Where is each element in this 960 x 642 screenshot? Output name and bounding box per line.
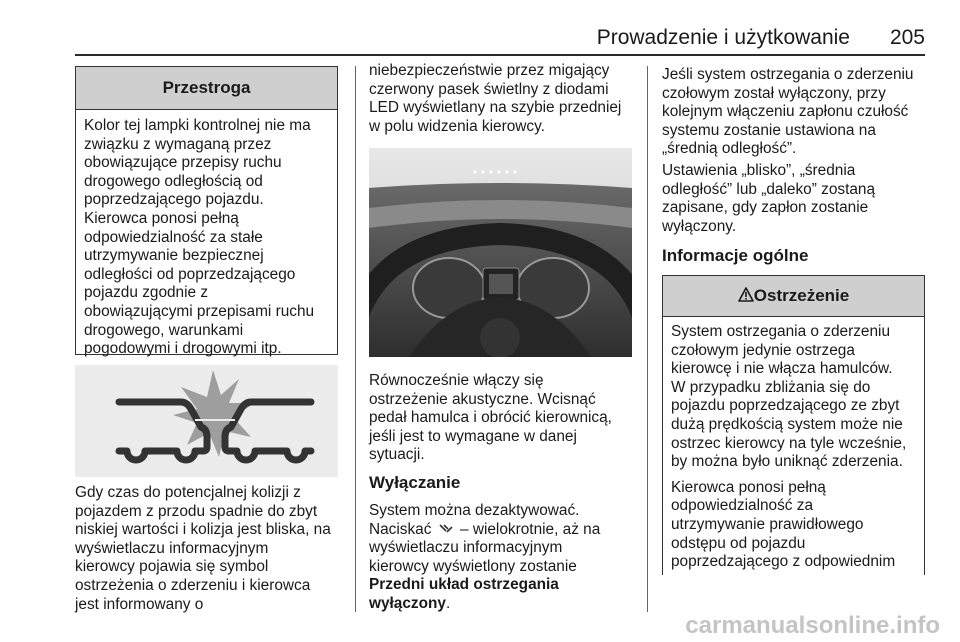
page-title: Prowadzenie i użytkowanie [596,26,850,49]
collision-star-shape [173,370,255,457]
text-line: Kierowca ponosi pełną [84,209,239,227]
menu-label-line: Przedni układ ostrzegania [369,576,559,594]
text-line: utrzymywanie bezpiecznej [84,247,264,265]
warning-box-header [663,276,924,317]
page-header [75,22,925,56]
disable-paragraph [369,502,641,614]
collision-symbol-panel [75,365,338,477]
text-line: czołowym jedynie ostrzega [671,341,855,359]
text-line: Gdy czas do potencjalnej kolizji z [75,484,301,501]
text-line: kierowcy pojawia się symbol [75,558,269,576]
collision-paragraph [75,484,345,614]
text-line: w polu widzenia kierowcy. [369,117,545,135]
text-line: sytuacji. [369,446,425,464]
text-line: odpowiedzialność za [671,497,814,515]
text-line: odpowiedzialność za stałe [84,228,263,246]
text-line: System można dezaktywować. [369,502,580,519]
text-line: Równocześnie włączy się [369,372,544,389]
text-line: utrzymywanie prawidłowego [671,515,864,533]
text-line: drogowego, warunkami [84,321,244,339]
text-line: ostrzec kierowcy na tyle wcześnie, [671,434,907,452]
page-number: 205 [889,26,925,49]
text-line: „średnią odległość”. [662,140,797,158]
text-line: W przypadku zbliżania się do [671,378,871,396]
caution-box-text [76,110,337,359]
collision-warning-icon [75,365,338,477]
text-line: pedał hamulca i obrócić kierownicą, [369,409,612,427]
text-line: System ostrzegania o zderzeniu [671,323,891,340]
text-line: czerwony pasek świetlny z diodami [369,80,609,98]
warning-triangle-icon [738,277,754,292]
text-line: zapisane, gdy zapłon zostanie [662,199,869,217]
text-line: dużą prędkością system może nie [671,415,903,433]
column-divider-2 [647,66,648,612]
text-line: odległość” lub „daleko” zostaną [662,180,876,198]
text-line: czołowym został wyłączony, przy [662,84,886,102]
text-line: pojazdem z przodu spadnie do zbyt [75,502,318,520]
column-divider-1 [355,66,356,612]
text-line: kolejnym włączeniu zapłonu czułość [662,103,909,121]
intro-paragraph [369,62,641,136]
text-line: ostrzeżenie akustyczne. Wcisnąć [369,390,596,408]
text-line: obowiązującymi przepisami ruchu [84,302,315,320]
text-line: ostrzeżenia o zderzeniu i kierowca [75,576,311,594]
text-line: związku z wymaganą przez [84,135,272,153]
text-line: LED wyświetlany na szybie przedniej [369,99,622,117]
text-line: wyświetlaczu informacyjnym [369,539,563,557]
menu-label-line: wyłączony [369,594,446,612]
text-line: Kierowca ponosi pełną [671,478,826,496]
text-line: wyświetlaczu informacyjnym [75,539,269,557]
text-line [369,521,641,540]
text-line: Kolor tej lampki kontrolnej nie ma [84,117,311,134]
text-line: jest informowany o [75,595,204,613]
text-line: jeśli jest to wymagane w danej [369,427,577,445]
text-fragment: – wielokrotnie, aż na [460,520,601,538]
section-heading-general: Informacje ogólne [662,246,809,265]
warning-box-text [663,317,924,572]
text-line: kierowcę i nie włącza hamulców. [671,360,893,378]
text-fragment: . [445,594,451,612]
text-line: odstępu od pojazdu [671,534,806,552]
settings-paragraph [662,162,932,236]
watermark: carmanualsonline.info [685,612,940,639]
text-line: Jeśli system ostrzegania o zderzeniu [662,66,914,83]
steering-wheel-button-icon [438,522,454,534]
caution-box [75,66,338,358]
text-line: pojazdu zgodnie z [84,284,209,302]
warning-box [662,275,925,575]
text-line: niskiej wartości i kolizja jest bliska, na [75,521,331,539]
text-line: odległości od poprzedzającego [84,265,296,283]
text-line: niebezpieczeństwie przez migający [369,62,610,79]
text-line: systemu zostanie ustawiona na [662,121,876,139]
reset-paragraph [662,66,932,159]
text-line: pojazdu poprzedzającego ze zbyt [671,397,900,415]
text-line: by można było uniknąć zderzenia. [671,453,903,471]
text-line: kierowcy wyświetlony zostanie [369,557,577,575]
warning-box-title: Ostrzeżenie [753,286,850,305]
text-line: poprzedzającego pojazdu. [84,191,264,209]
text-line: poprzedzającego z odpowiednim [671,553,896,571]
text-line: Ustawienia „blisko”, „średnia [662,162,856,179]
text-line [369,595,641,614]
section-heading-disable: Wyłączanie [369,473,461,492]
text-fragment: Naciskać [369,520,432,538]
text-line: pogodowymi i drogowymi itp. [84,340,282,358]
caution-box-title: Przestroga [76,67,337,110]
text-line: obowiązujące przepisy ruchu [84,154,282,172]
text-line: drogowego odległością od [84,172,263,190]
dashboard-photo [369,148,632,357]
dashboard-illustration [369,148,632,357]
text-line: wyłączony. [662,217,737,235]
after-photo-paragraph [369,372,641,465]
